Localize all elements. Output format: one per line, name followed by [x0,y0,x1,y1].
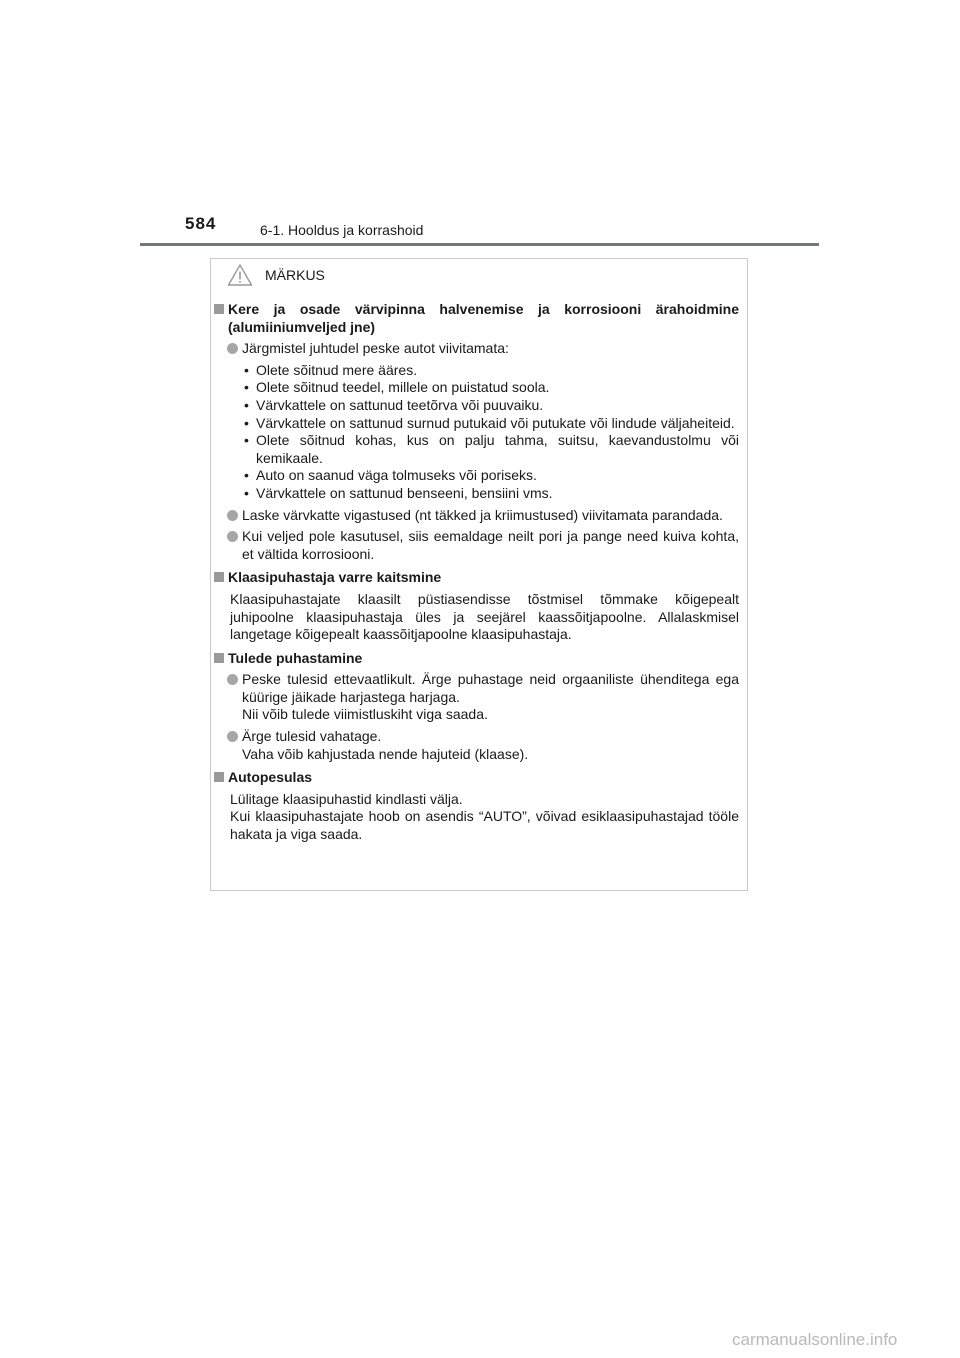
sub-list-item: • Auto on saanud väga tolmuseks või poriseks. [244,467,537,484]
list-item: Kui veljed pole kasutusel, siis eemaldage neilt pori ja pange need kuiva kohta, et vältida korrosiooni. [211,528,747,563]
section-heading-paint-corrosion: Kere ja osade värvipinna halvenemise ja korrosiooni ärahoidmine (alumiiniumveljed jne) [211,301,747,336]
circle-bullet-icon [227,731,238,742]
section-heading-car-wash: Autopesulas [211,769,747,787]
section-heading-lights-cleaning: Tulede puhastamine [211,650,747,668]
circle-bullet-icon [227,510,238,521]
header-divider [140,243,819,246]
sub-list-item: • Olete sõitnud teedel, millele on puistatud soola. [244,379,550,396]
square-bullet-icon [214,304,224,314]
notice-box [210,258,748,891]
list-item: Järgmistel juhtudel peske autot viivitamata: [211,340,747,358]
list-item: Ärge tulesid vahatage. Vaha võib kahjustada nende hajuteid (klaase). [211,728,747,763]
square-bullet-icon [214,653,224,663]
notice-content [211,295,747,844]
sub-list-item: • Värvkattele on sattunud benseeni, bensiini vms. [244,484,553,501]
paragraph: Lülitage klaasipuhastid kindlasti välja. Kui klaasipuhastajate hoob on asendis “AUTO”, võivad esiklaasipuhastajad tööle hakata ja viga saada. [230,790,739,843]
list-item: Peske tulesid ettevaatlikult. Ärge puhastage neid orgaaniliste ühenditega ega küürige jäikade harjastega harjaga. Nii võib tulede viimistluskiht viga saada. [211,671,747,724]
sub-list-item: • Olete sõitnud kohas, kus on palju tahma, suitsu, kaevandustolmu või kemikaale. [244,432,739,466]
section-heading-wiper-arm: Klaasipuhastaja varre kaitsmine [211,569,747,587]
sub-list [211,362,747,503]
list-item: Laske värvkatte vigastused (nt täkked ja kriimustused) viivitamata parandada. [211,507,747,525]
watermark: carmanualsonline.info [732,1330,898,1349]
square-bullet-icon [214,572,224,582]
page-number: 584 [185,214,217,233]
sub-list-item: • Värvkattele on sattunud surnud putukaid või putukate või lindude väljaheiteid. [244,414,735,431]
sub-list-item: • Värvkattele on sattunud teetõrva või puuvaiku. [244,396,544,413]
notice-label: MÄRKUS [265,267,325,283]
square-bullet-icon [214,772,224,782]
circle-bullet-icon [227,343,238,354]
circle-bullet-icon [227,674,238,685]
warning-triangle-icon [227,263,253,287]
paragraph: Klaasipuhastajate klaasilt püstiasendisse tõstmisel tõmmake kõigepealt juhipoolne klaasipuhastaja üles ja seejärel kaassõitjapoolne. Allalaskmisel langetage kõigepealt kaassõitjapoolne klaasipuhastaja. [230,590,739,643]
section-title: 6-1. Hooldus ja korrashoid [260,222,424,238]
sub-list-item: • Olete sõitnud mere ääres. [244,361,418,378]
circle-bullet-icon [227,531,238,542]
